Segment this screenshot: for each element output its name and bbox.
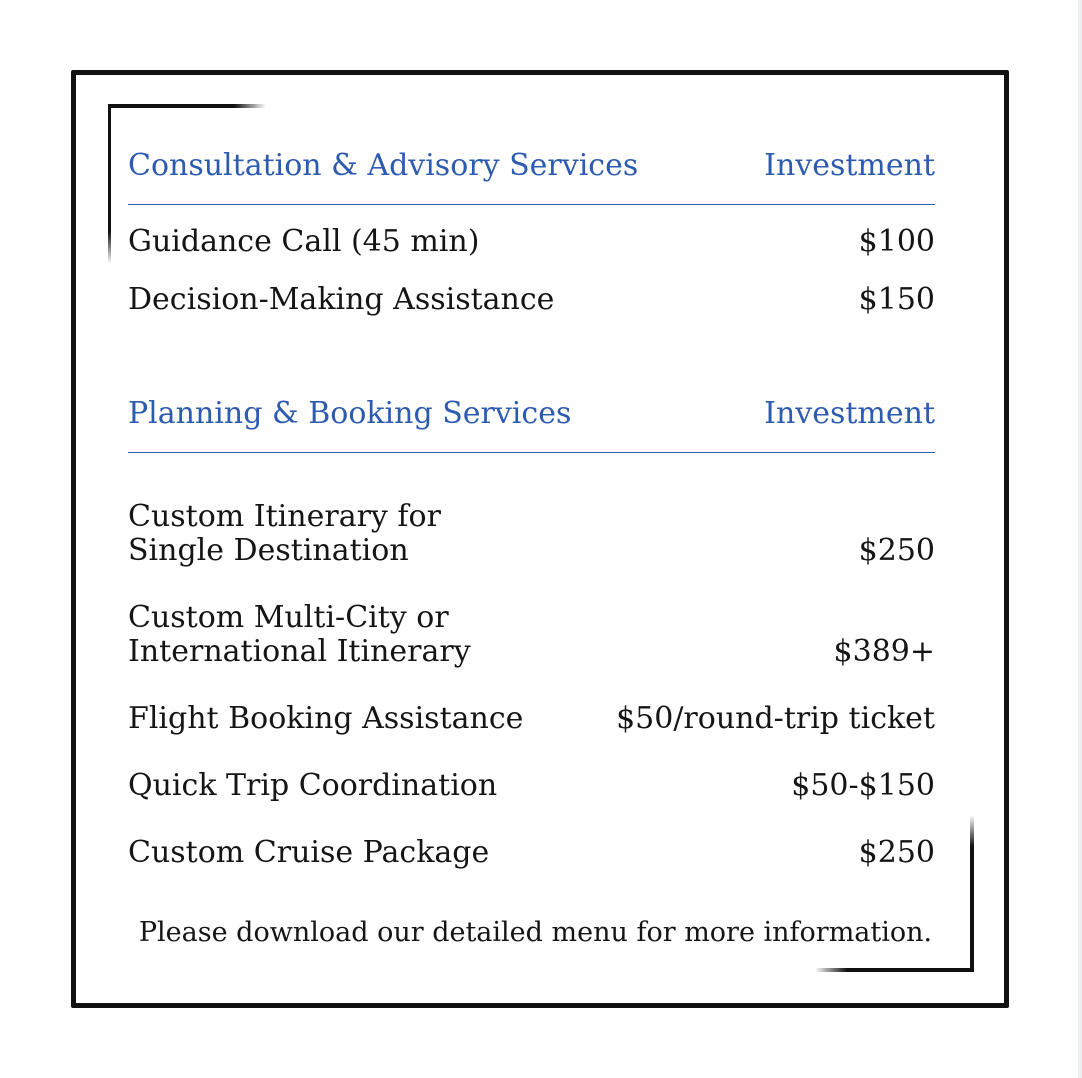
service-name: Decision-Making Assistance [128,282,555,317]
service-name: Quick Trip Coordination [128,768,498,803]
consultation-investment-label: Investment [764,148,935,183]
brush-stroke-right [970,815,974,972]
service-row [128,225,935,259]
service-name: Custom Cruise Package [128,835,490,870]
service-row [128,500,935,568]
consultation-rule [128,204,935,205]
service-price: $250 [858,533,935,568]
brush-stroke-left [108,104,111,264]
service-price: $100 [858,224,935,259]
planning-header [128,396,935,431]
service-row [128,601,935,669]
planning-investment-label: Investment [764,396,935,431]
service-name: Custom Itinerary for Single Destination [128,499,441,568]
service-row [128,283,935,317]
service-price: $150 [858,282,935,317]
service-row [128,769,935,803]
service-name: Flight Booking Assistance [128,701,524,736]
brush-stroke-top [108,104,266,108]
service-name: Guidance Call (45 min) [128,224,480,259]
service-price: $50/round-trip ticket [616,701,935,736]
planning-heading: Planning & Booking Services [128,396,572,431]
planning-rule [128,452,935,453]
brush-stroke-bottom [815,968,974,972]
consultation-header [128,148,935,183]
service-row [128,836,935,870]
service-price: $250 [858,835,935,870]
service-price: $389+ [833,634,935,669]
page-edge [1078,0,1082,1078]
service-name: Custom Multi-City or International Itinerary [128,600,471,669]
service-price: $50-$150 [791,768,935,803]
service-row [128,702,935,736]
consultation-heading: Consultation & Advisory Services [128,148,639,183]
footer-note: Please download our detailed menu for more information. [138,917,933,948]
